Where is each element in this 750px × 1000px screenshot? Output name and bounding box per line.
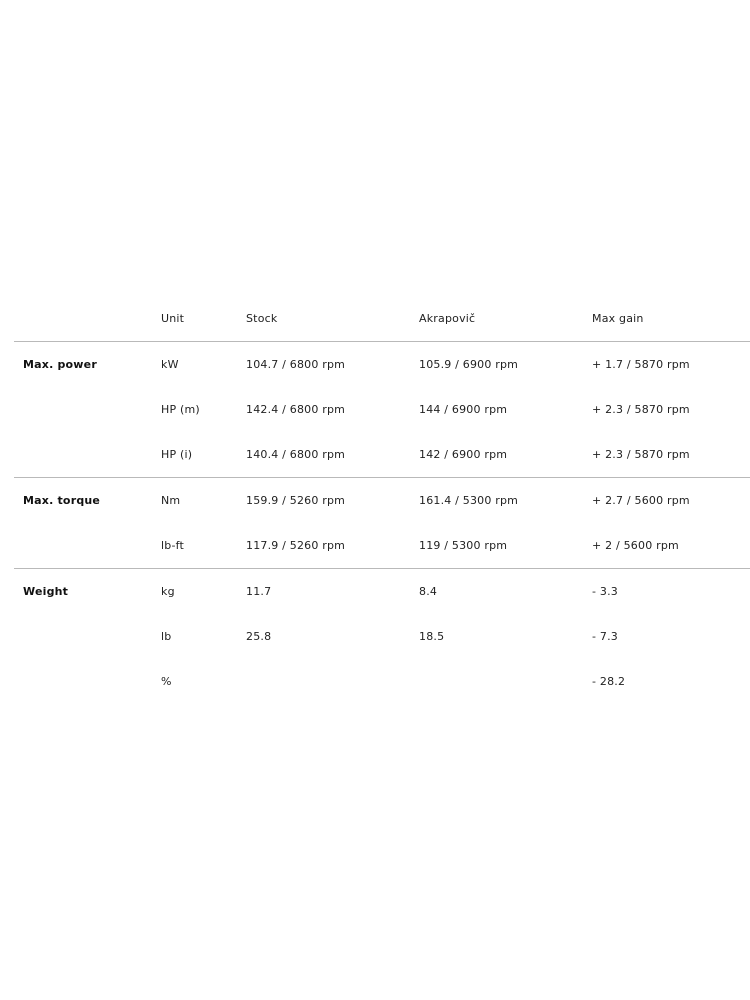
unit-cell: Nm xyxy=(161,494,181,507)
unit-cell: % xyxy=(161,675,172,688)
table-row xyxy=(14,523,750,568)
performance-table xyxy=(14,296,750,704)
group-label-max-torque: Max. torque xyxy=(23,494,101,507)
max-gain-cell: + 2.3 / 5870 rpm xyxy=(592,403,690,416)
akrapovic-cell: 144 / 6900 rpm xyxy=(419,403,508,416)
max-gain-cell: + 2.7 / 5600 rpm xyxy=(592,494,690,507)
akrapovic-cell: 18.5 xyxy=(419,630,445,643)
akrapovic-cell: 105.9 / 6900 rpm xyxy=(419,358,519,371)
stock-cell: 140.4 / 6800 rpm xyxy=(246,448,346,461)
table-row xyxy=(14,569,750,614)
header-akrapovic: Akrapovič xyxy=(419,312,476,325)
max-gain-cell: - 7.3 xyxy=(592,630,618,643)
unit-cell: kg xyxy=(161,585,175,598)
table-header-row xyxy=(14,296,750,341)
unit-cell: HP (i) xyxy=(161,448,193,461)
max-gain-cell: + 2.3 / 5870 rpm xyxy=(592,448,690,461)
table-row xyxy=(14,614,750,659)
stock-cell: 25.8 xyxy=(246,630,272,643)
unit-cell: kW xyxy=(161,358,179,371)
max-gain-cell: - 28.2 xyxy=(592,675,626,688)
max-gain-cell: + 2 / 5600 rpm xyxy=(592,539,679,552)
group-label-weight: Weight xyxy=(23,585,69,598)
header-max-gain: Max gain xyxy=(592,312,644,325)
unit-cell: lb xyxy=(161,630,172,643)
akrapovic-cell: 142 / 6900 rpm xyxy=(419,448,508,461)
table-row xyxy=(14,432,750,477)
akrapovic-cell: 161.4 / 5300 rpm xyxy=(419,494,519,507)
max-gain-cell: - 3.3 xyxy=(592,585,618,598)
stock-cell: 117.9 / 5260 rpm xyxy=(246,539,346,552)
stock-cell: 11.7 xyxy=(246,585,272,598)
table-row xyxy=(14,478,750,523)
stock-cell: 159.9 / 5260 rpm xyxy=(246,494,346,507)
header-unit: Unit xyxy=(161,312,185,325)
table-row xyxy=(14,342,750,387)
header-stock: Stock xyxy=(246,312,278,325)
akrapovic-cell: 119 / 5300 rpm xyxy=(419,539,508,552)
unit-cell: lb-ft xyxy=(161,539,184,552)
akrapovic-cell: 8.4 xyxy=(419,585,438,598)
group-label-max-power: Max. power xyxy=(23,358,97,371)
table-row xyxy=(14,387,750,432)
table-row xyxy=(14,659,750,704)
stock-cell: 142.4 / 6800 rpm xyxy=(246,403,346,416)
unit-cell: HP (m) xyxy=(161,403,200,416)
stock-cell: 104.7 / 6800 rpm xyxy=(246,358,346,371)
max-gain-cell: + 1.7 / 5870 rpm xyxy=(592,358,690,371)
